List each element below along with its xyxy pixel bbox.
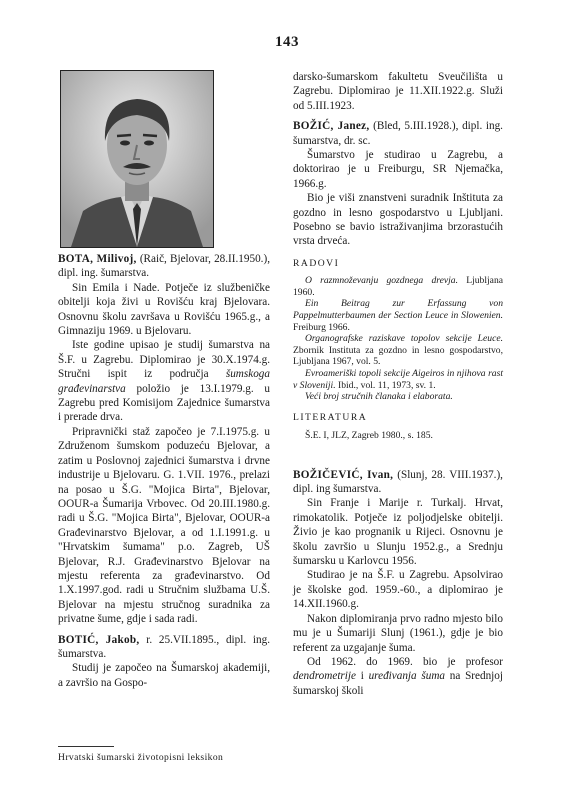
entry-bozicevic-p4-italic-1: dendrometrije	[293, 670, 356, 683]
work-item	[293, 298, 503, 333]
entry-bota-name: BOTA, Milivoj,	[58, 253, 137, 265]
work-details: Ibid., vol. 11, 1973, sv. 1.	[335, 379, 436, 391]
entry-bozic-paragraph-1: Šumarstvo je studirao u Zagrebu, a doktorirao je u Freiburgu, SR Njemačka, 1966.g.	[293, 149, 503, 190]
work-details: Zbornik Instituta za gozdno in lesno gospodarstvo, Ljubljana 1967, vol. 5.	[293, 344, 503, 368]
footer-rule	[58, 746, 114, 747]
entry-bota-paragraph-2	[58, 338, 270, 424]
entry-bozicevic-p4-text-m: i	[355, 670, 369, 683]
entry-bozicevic-paragraph-4	[293, 655, 503, 698]
entry-bozic-heading	[293, 119, 503, 148]
entry-bota-p2-text-a: Iste godine upisao je studij šumarstva na Š.F. u Zagrebu. Diplomirao je 30.X.1974.g. Stručni ispit iz područja	[58, 339, 270, 381]
entry-botic-paragraph-1: Studij je započeo na Šumarskoj akademiji, a završio na Gospo-	[58, 662, 270, 689]
entry-bozicevic-paragraph-1: Sin Franje i Marije r. Turkalj. Hrvat, rimokatolik. Potječe iz poljodjelske obitelji. Živio je kao prognanik u Rijeci. Osnovnu je školu završio u Slunju 1952.g., a Srednju šumarsku u Karlovcu 1956.	[293, 497, 503, 568]
entry-bozicevic-p4-text-a: Od 1962. do 1969. bio je profesor	[307, 655, 503, 668]
work-item	[293, 333, 503, 368]
work-item	[293, 391, 503, 403]
literature-item: Š.E. I, JLZ, Zagreb 1980., s. 185.	[305, 430, 433, 442]
work-item	[293, 275, 503, 298]
entry-bota-heading	[58, 252, 270, 281]
entry-botic-name: BOTIĆ, Jakob,	[58, 633, 140, 646]
literature-label: LITERATURA	[293, 411, 368, 423]
work-item	[293, 368, 503, 391]
right-column	[293, 70, 503, 698]
entry-bozicevic-p4-text-b: na Srednjoj šumarskoj školi	[293, 670, 503, 697]
entry-bozicevic-head-text: (Slunj, 28. VIII.1937.), dipl. ing šumarstva.	[293, 468, 503, 496]
entry-bozicevic-heading	[293, 468, 503, 497]
work-details: Freiburg 1966.	[293, 321, 350, 333]
portrait-photo	[60, 70, 214, 248]
entry-bota-p2-text-b: položio je 13.I.1979.g. u Zagrebu pred Komisijom Zajednice šumarstva i prerade drva.	[58, 382, 270, 424]
entry-bozicevic-paragraph-3: Nakon diplomiranja prvo radno mjesto bilo mu je u Šumariji Slunj (1961.), gdje je bio referent za uzgajanje šuma.	[293, 612, 503, 654]
works-label: RADOVI	[293, 257, 340, 269]
entry-bota-head-text: (Raič, Bjelovar, 28.II.1950.), dipl. ing. šumarstva.	[58, 253, 270, 280]
work-title: Ein Beitrag zur Erfassung von Pappelmutterbaumen der Section Leuce in Slowenien.	[293, 298, 503, 322]
work-details: Ljubljana 1960.	[293, 275, 503, 298]
work-title: O razmnoževanju gozdnega drevja.	[305, 275, 459, 287]
entry-bozic-name: BOŽIĆ, Janez,	[293, 120, 370, 133]
page-number: 143	[275, 34, 299, 50]
entry-bozic-paragraph-2: Bio je viši znanstveni suradnik Inštituta za gozdno in lesno gospodarstvo u Ljubljani. Posebno se bavio istraživanjima brzorastućih vrsta drveća.	[293, 192, 503, 248]
entry-bozicevic-paragraph-2: Studirao je na Š.F. u Zagrebu. Apsolvirao je školske god. 1959.-60., a diplomirao je 14.XII.1960.g.	[293, 569, 503, 611]
work-title: Organografske raziskave topolov sekcije Leuce.	[305, 333, 503, 345]
entry-bota-paragraph-3: Pripravnički staž započeo je 7.I.1975.g. u Združenom šumskom poduzeću Bjelovar, a zatim u Poslovnoj zajednici šumarstva i drvne industrije u Bjelovaru. G. 1.VII. 1976., prelazi na posao u Š.G. "Mojica Birta", Bjelovar, OOUR-a Šumarija Vrbovec. Od 20.III.1980.g. radi u Š.G. "Mojica Birta", Bjelovar, OOUR-a Građevinarstvo Bjelovar, a od 1.I.1991.g. u "Hrvatskim šumama" p.o. Zagreb, UŠ Bjelovar, R.J. Građevinarstvo Bjelovar na mjestu referenta za građevinarstvo. Od 1.X.1997.god. radi u Stručnim službama U.Š. Bjelovar na mjestu stručnog suradnika za privatne šume, gdje i sada radi.	[58, 425, 270, 626]
work-title: Evroameriški topoli sekcije Aigeiros in njihova rast v Sloveniji.	[293, 368, 503, 391]
work-title: Veći broj stručnih članaka i elaborata.	[305, 391, 453, 403]
entry-botic-heading	[58, 633, 270, 662]
entry-bota-paragraph-1: Sin Emila i Nade. Potječe iz službeničke obitelji koja živi u Rovišću kraj Bjelovara. Osnovnu školu završava u Rovišću 1965.g., a Gimnaziju 1969. u Bjelovaru.	[58, 281, 270, 338]
entry-bozicevic-p4-italic-2: uređivanja šuma	[368, 670, 446, 683]
entry-botic-head-text: r. 25.VII.1895., dipl. ing. šumarstva.	[58, 633, 270, 660]
entry-bozic-head-text: (Bled, 5.III.1928.), dipl. ing. šumarstva, dr. sc.	[293, 120, 503, 147]
entry-bozicevic-name: BOŽIČEVIĆ, Ivan,	[293, 468, 394, 481]
works-list	[293, 275, 503, 403]
left-column	[58, 70, 270, 690]
footer-title: Hrvatski šumarski životopisni leksikon	[58, 752, 224, 763]
entry-botic-continuation: darsko-šumarskom fakultetu Sveučilišta u Zagrebu. Diplomirao je 11.XII.1922.g. Služi od 5.III.1923.	[293, 71, 503, 112]
entry-bota-p2-italic: šumskoga građevinarstva	[58, 368, 270, 395]
